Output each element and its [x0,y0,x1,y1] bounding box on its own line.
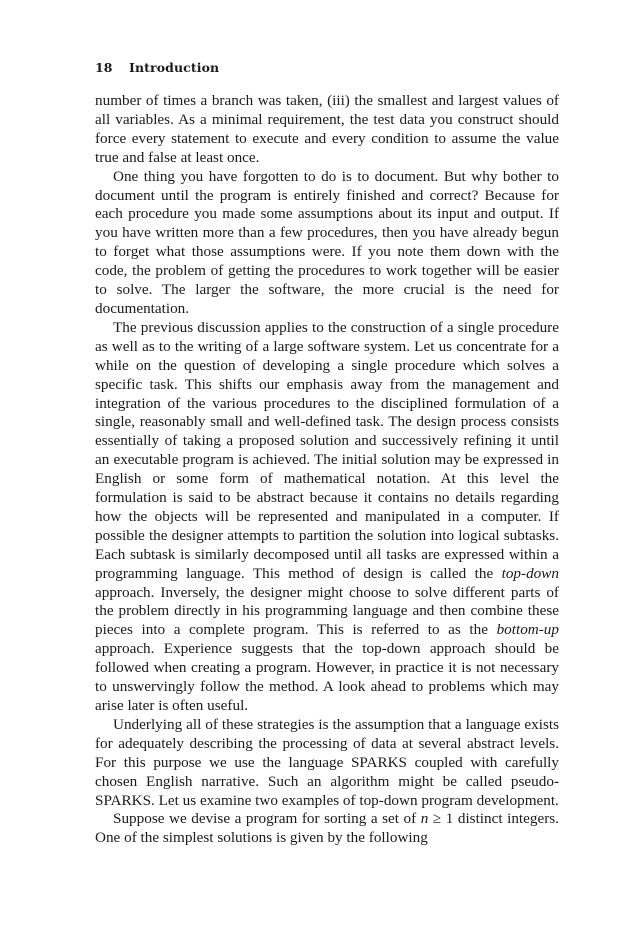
paragraph-text-part: ≥ 1 distinct integers. One of the simplest solutions is given by the following [95,810,559,847]
emphasis-n: n [420,810,429,828]
body-text [95,92,559,848]
paragraph-continued: number of times a branch was taken, (iii) the smallest and largest values of all variables. As a minimal requirement, the test data you construct should force every statement to execute and every condition to assume the value true and false at least once. [95,92,559,166]
paragraph-top-down-design [95,319,559,716]
running-header [95,60,219,75]
paragraph-text-part: Suppose we devise a program for sorting a set of [113,810,421,828]
paragraph-text-part: approach. Inversely, the designer might choose to solve different parts of the problem directly in his programming language and then combine these pieces into a complete program. This is referred to as the [95,583,559,639]
emphasis-top-down: top-down [501,564,559,582]
paragraph-documentation: One thing you have forgotten to do is to document. But why bother to document until the program is entirely finished and correct? Because for each procedure you made some assumptions about its input and output. If you have written more than a few procedures, then you have already begun to forget what those assumptions were. If you note them down with the code, the problem of getting the procedures to work together will be easier to solve. The larger the software, the more crucial is the need for documentation. [95,167,559,317]
page-number: 18 [95,60,113,75]
emphasis-bottom-up: bottom-up [496,621,559,639]
paragraph-sorting [95,810,559,848]
paragraph-sparks: Underlying all of these strategies is the assumption that a language exists for adequately describing the processing of data at several abstract levels. For this purpose we use the language SPARKS coupled with carefully chosen English narrative. Such an algorithm might be called pseudo-SPARKS. Let us examine two examples of top-down program development. [95,715,559,809]
section-title: Introduction [129,60,220,75]
paragraph-text-part: The previous discussion applies to the construction of a single procedure as well as to the writing of a large software system. Let us concentrate for a while on the question of developing a single procedure which solves a specific task. This shifts our emphasis away from the management and integration of the various procedures to the disciplined formulation of a single, reasonably small and well-defined task. The design process consists essentially of taking a proposed solution and successively refining it until an executable program is achieved. The initial solution may be expressed in English or some form of mathematical notation. At this level the formulation is said to be abstract because it contains no details regarding how the objects will be represented and manipulated in a computer. If possible the designer attempts to partition the solution into logical subtasks. Each subtask is similarly decomposed until all tasks are expressed within a programming language. This method of design is called the [95,318,559,582]
paragraph-text-part: approach. Experience suggests that the top-down approach should be followed when creating a program. However, in practice it is not necessary to unswervingly follow the method. A look ahead to problems which may arise later is often useful. [95,640,559,714]
